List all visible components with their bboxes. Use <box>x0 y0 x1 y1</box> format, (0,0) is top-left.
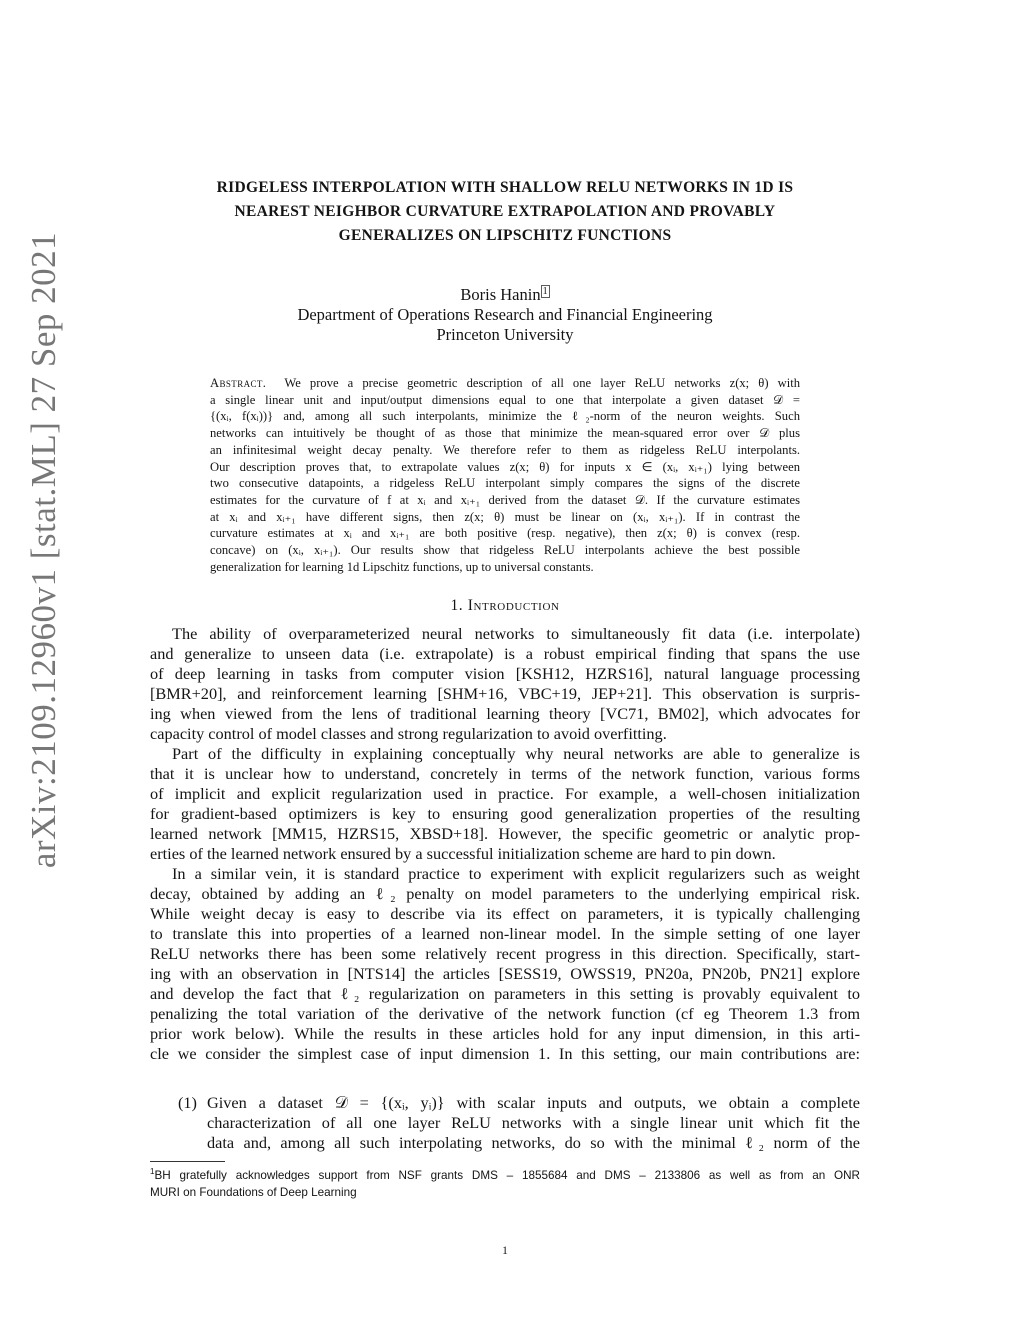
title-line: NEAREST NEIGHBOR CURVATURE EXTRAPOLATION AND PROVABLY <box>234 203 776 220</box>
abstract-line: Abstract. We prove a precise geometric description of all one layer ReLU networks z(x; θ) with <box>210 376 800 390</box>
author-block <box>140 285 870 345</box>
footnote-divider <box>150 1161 225 1162</box>
text-line: decay, obtained by adding an ℓ₂ penalty on model parameters to the underlying empirical risk. <box>150 884 860 903</box>
arxiv-identifier: arXiv:2109.12960v1 [stat.ML] 27 Sep 2021 <box>24 231 63 869</box>
text-line: learned network [MM15, HZRS15, XBSD+18]. However, the specific geometric or analytic prop- <box>150 824 860 843</box>
footnote <box>150 1167 860 1201</box>
text-line: ReLU networks there has been some relatively recent progress in this direction. Specifically, start- <box>150 944 860 963</box>
text-line: data and, among all such interpolating networks, do so with the minimal ℓ₂ norm of the <box>207 1133 860 1152</box>
abstract-line: {(xᵢ, f(xᵢ))} and, among all such interpolants, minimize the ℓ₂-norm of the neuron weights. Such <box>210 409 800 424</box>
title-line: RIDGELESS INTERPOLATION WITH SHALLOW RELU NETWORKS IN 1D IS <box>216 179 794 196</box>
text-line: characterization of all one layer ReLU networks with a single linear unit which fit the <box>207 1113 860 1132</box>
paragraph-2 <box>150 744 860 864</box>
text-line: ing when viewed from the lens of traditional learning theory [VC71, BM02], which advocates for <box>150 704 860 723</box>
affiliation-department: Department of Operations Research and Financial Engineering <box>297 305 713 324</box>
introduction-body <box>150 624 860 1064</box>
text-line: [BMR+20], and reinforcement learning [SHM+16, VBC+19, JEP+21]. This observation is surpris- <box>150 684 860 703</box>
text-line: and develop the fact that ℓ₂ regularization on parameters in this setting is provably equivalent to <box>150 984 860 1003</box>
abstract-heading: Abstract. <box>210 376 267 390</box>
text-line: that it is unclear how to understand, concretely in terms of the network function, various forms <box>150 764 860 783</box>
text-line: and generalize to unseen data (i.e. extrapolate) is a robust empirical finding that spans the use <box>150 644 860 663</box>
footnote-text: BH gratefully acknowledges support from NSF grants DMS – 1855684 and DMS – 2133806 as well as from an ONR <box>154 1169 860 1182</box>
text-line: prior work below). While the results in these articles hold for any input dimension, in this arti- <box>150 1024 860 1043</box>
author-footnote-link[interactable]: 1 <box>542 285 548 297</box>
text-line: capacity control of model classes and strong regularization to avoid overfitting. <box>150 724 667 743</box>
abstract-line: networks can intuitively be thought of as those that minimize the mean-squared error over 𝒟 plus <box>210 426 800 441</box>
abstract-line: generalization for learning 1d Lipschitz functions, up to universal constants. <box>210 559 594 574</box>
abstract-line: Our description proves that, to extrapolate values z(x; θ) for inputs x ∈ (xᵢ, xᵢ₊₁) lying between <box>210 459 800 474</box>
text-line: While weight decay is easy to describe via its effect on parameters, it is typically challenging <box>150 904 860 923</box>
text-line: to translate this into properties of a learned non-linear model. In the simple setting of one layer <box>150 924 860 943</box>
text-line: of implicit and explicit regularization used in practice. For example, a well-chosen initialization <box>150 784 860 803</box>
paragraph-3 <box>150 864 860 1064</box>
abstract-line: an infinitesimal weight decay penalty. We therefore refer to them as ridgeless ReLU interpolants. <box>210 442 800 457</box>
abstract-line: two consecutive datapoints, a ridgeless ReLU interpolant simply compares the signs of the discrete <box>210 476 800 491</box>
abstract-line: concave) on (xᵢ, xᵢ₊₁). Our results show that ridgeless ReLU interpolants achieve the best possible <box>210 543 800 558</box>
footnote-text: MURI on Foundations of Deep Learning <box>150 1186 357 1199</box>
abstract <box>210 375 800 575</box>
author-name: Boris Hanin <box>460 285 541 304</box>
text-line: erties of the learned network ensured by a successful initialization scheme are hard to pin down. <box>150 844 776 863</box>
paper-title <box>140 176 870 248</box>
text-line: for gradient-based optimizers is key to ensuring good generalization properties of the resulting <box>150 804 860 823</box>
section-heading-introduction: 1. Introduction <box>450 597 560 614</box>
text-line: In a similar vein, it is standard practice to experiment with explicit regularizers such as weight <box>172 864 860 883</box>
page-number: 1 <box>502 1245 508 1257</box>
abstract-line: a single linear unit and input/output dimensions equal to one that interpolate a given dataset 𝒟 = <box>210 392 800 407</box>
list-item-number: (1) <box>178 1093 197 1112</box>
text-line: penalizing the total variation of the derivative of the network function (cf eg Theorem 1.3 from <box>150 1004 860 1023</box>
text-line: Part of the difficulty in explaining conceptually why neural networks are able to generalize is <box>172 744 860 763</box>
abstract-line: at xᵢ and xᵢ₊₁ have different signs, then z(x; θ) must be linear on (xᵢ, xᵢ₊₁). If in contrast the <box>210 509 800 524</box>
text-line: The ability of overparameterized neural networks to simultaneously fit data (i.e. interpolate) <box>172 624 860 643</box>
paragraph-1 <box>150 624 860 744</box>
abstract-line: estimates for the curvature of f at xᵢ and xᵢ₊₁ derived from the dataset 𝒟. If the curvature estimates <box>210 492 800 507</box>
text-line: Given a dataset 𝒟 = {(xᵢ, yᵢ)} with scalar inputs and outputs, we obtain a complete <box>207 1093 860 1112</box>
text-line: cle we consider the simplest case of input dimension 1. In this setting, our main contributions are: <box>150 1044 860 1063</box>
text-line: of deep learning in tasks from computer vision [KSH12, HZRS16], natural language processing <box>150 664 860 683</box>
arxiv-sidebar <box>14 80 74 1020</box>
title-line: GENERALIZES ON LIPSCHITZ FUNCTIONS <box>338 227 672 244</box>
list-item <box>207 1093 860 1153</box>
affiliation-university: Princeton University <box>436 325 574 344</box>
abstract-line: curvature estimates at xᵢ and xᵢ₊₁ are both positive (resp. negative), then z(x; θ) is convex (resp. <box>210 526 800 541</box>
footnote-mark: 1 <box>150 1167 155 1177</box>
text-line: ing with an observation in [NTS14] the articles [SESS19, OWSS19, PN20a, PN20b, PN21] explore <box>150 964 860 983</box>
